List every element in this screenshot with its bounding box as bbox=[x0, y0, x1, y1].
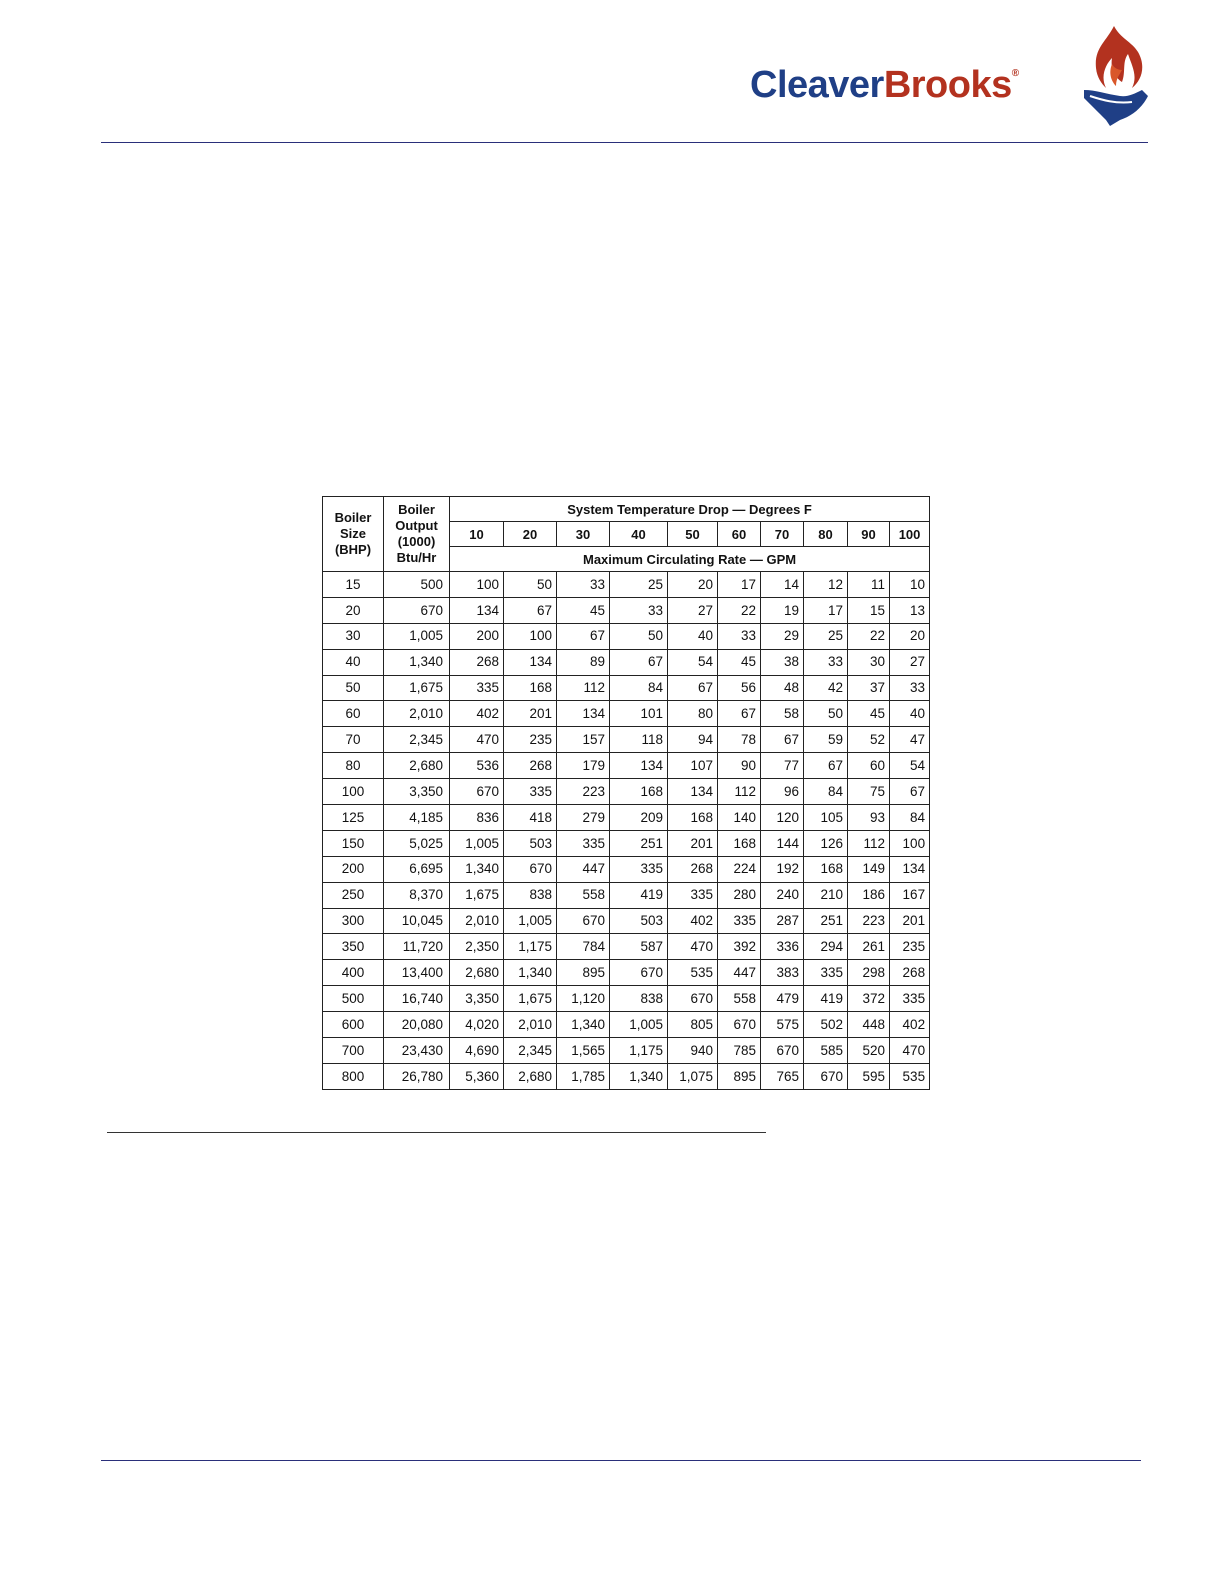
cell-gpm: 1,005 bbox=[450, 830, 504, 856]
cell-gpm: 67 bbox=[718, 701, 761, 727]
cell-gpm: 210 bbox=[804, 882, 848, 908]
logo-word-brooks: Brooks bbox=[883, 64, 1012, 106]
cell-gpm: 200 bbox=[450, 623, 504, 649]
cell-gpm: 168 bbox=[610, 779, 668, 805]
cell-gpm: 144 bbox=[761, 830, 804, 856]
header-temp-drop: 20 bbox=[504, 522, 557, 547]
cell-gpm: 383 bbox=[761, 960, 804, 986]
cell-gpm: 67 bbox=[761, 727, 804, 753]
cell-gpm: 20 bbox=[890, 623, 930, 649]
cell-gpm: 280 bbox=[718, 882, 761, 908]
cell-gpm: 335 bbox=[450, 675, 504, 701]
cell-gpm: 785 bbox=[718, 1038, 761, 1064]
cell-gpm: 336 bbox=[761, 934, 804, 960]
cell-gpm: 45 bbox=[718, 649, 761, 675]
cell-boiler-output: 1,005 bbox=[384, 623, 450, 649]
cell-boiler-size: 250 bbox=[323, 882, 384, 908]
cell-gpm: 29 bbox=[761, 623, 804, 649]
table-row bbox=[323, 986, 930, 1012]
cell-gpm: 59 bbox=[804, 727, 848, 753]
registered-mark: ® bbox=[1011, 68, 1019, 79]
header-rule bbox=[101, 142, 1148, 143]
cell-gpm: 112 bbox=[557, 675, 610, 701]
cell-boiler-size: 500 bbox=[323, 986, 384, 1012]
cell-gpm: 14 bbox=[761, 572, 804, 598]
cell-gpm: 1,565 bbox=[557, 1038, 610, 1064]
cell-gpm: 45 bbox=[848, 701, 890, 727]
cell-gpm: 1,175 bbox=[504, 934, 557, 960]
cell-gpm: 836 bbox=[450, 805, 504, 831]
cell-gpm: 50 bbox=[610, 623, 668, 649]
cell-gpm: 17 bbox=[804, 597, 848, 623]
cell-gpm: 535 bbox=[890, 1063, 930, 1089]
cell-gpm: 84 bbox=[610, 675, 668, 701]
cell-gpm: 558 bbox=[718, 986, 761, 1012]
cell-gpm: 503 bbox=[504, 830, 557, 856]
cell-gpm: 168 bbox=[804, 856, 848, 882]
table-row bbox=[323, 856, 930, 882]
cell-boiler-size: 125 bbox=[323, 805, 384, 831]
section-rule bbox=[107, 1132, 766, 1133]
cell-boiler-size: 100 bbox=[323, 779, 384, 805]
cell-boiler-output: 16,740 bbox=[384, 986, 450, 1012]
cell-gpm: 298 bbox=[848, 960, 890, 986]
table-row bbox=[323, 597, 930, 623]
cell-gpm: 201 bbox=[668, 830, 718, 856]
cell-gpm: 100 bbox=[450, 572, 504, 598]
cell-gpm: 1,175 bbox=[610, 1038, 668, 1064]
cell-boiler-size: 40 bbox=[323, 649, 384, 675]
cell-gpm: 670 bbox=[804, 1063, 848, 1089]
cell-gpm: 1,075 bbox=[668, 1063, 718, 1089]
cell-gpm: 25 bbox=[610, 572, 668, 598]
table-row bbox=[323, 727, 930, 753]
cell-boiler-output: 2,010 bbox=[384, 701, 450, 727]
table-row bbox=[323, 882, 930, 908]
cell-boiler-size: 20 bbox=[323, 597, 384, 623]
cell-gpm: 402 bbox=[668, 908, 718, 934]
cell-boiler-output: 8,370 bbox=[384, 882, 450, 908]
cell-gpm: 33 bbox=[718, 623, 761, 649]
cell-gpm: 1,340 bbox=[450, 856, 504, 882]
header-temp-drop: 30 bbox=[557, 522, 610, 547]
cell-gpm: 419 bbox=[804, 986, 848, 1012]
cell-gpm: 134 bbox=[450, 597, 504, 623]
cell-gpm: 20 bbox=[668, 572, 718, 598]
cell-gpm: 595 bbox=[848, 1063, 890, 1089]
cell-gpm: 38 bbox=[761, 649, 804, 675]
cell-boiler-output: 670 bbox=[384, 597, 450, 623]
cell-gpm: 89 bbox=[557, 649, 610, 675]
logo-word-cleaver: Cleaver bbox=[750, 64, 884, 106]
cell-gpm: 84 bbox=[804, 779, 848, 805]
table-row bbox=[323, 805, 930, 831]
cell-gpm: 167 bbox=[890, 882, 930, 908]
cell-gpm: 536 bbox=[450, 753, 504, 779]
cell-gpm: 240 bbox=[761, 882, 804, 908]
cell-gpm: 84 bbox=[890, 805, 930, 831]
cell-gpm: 77 bbox=[761, 753, 804, 779]
header-temp-drop: 50 bbox=[668, 522, 718, 547]
cell-gpm: 535 bbox=[668, 960, 718, 986]
cell-boiler-output: 2,680 bbox=[384, 753, 450, 779]
cell-gpm: 268 bbox=[504, 753, 557, 779]
header-temp-drop: 60 bbox=[718, 522, 761, 547]
cell-gpm: 392 bbox=[718, 934, 761, 960]
cell-gpm: 149 bbox=[848, 856, 890, 882]
cell-gpm: 1,340 bbox=[610, 1063, 668, 1089]
cell-gpm: 67 bbox=[610, 649, 668, 675]
cell-gpm: 1,340 bbox=[504, 960, 557, 986]
cell-boiler-size: 50 bbox=[323, 675, 384, 701]
cell-gpm: 134 bbox=[504, 649, 557, 675]
table-row bbox=[323, 1063, 930, 1089]
cell-gpm: 54 bbox=[668, 649, 718, 675]
table-row bbox=[323, 675, 930, 701]
cell-gpm: 895 bbox=[557, 960, 610, 986]
cell-boiler-size: 600 bbox=[323, 1012, 384, 1038]
cell-gpm: 27 bbox=[890, 649, 930, 675]
cell-gpm: 268 bbox=[890, 960, 930, 986]
cell-gpm: 2,010 bbox=[504, 1012, 557, 1038]
cell-gpm: 67 bbox=[557, 623, 610, 649]
cell-boiler-output: 6,695 bbox=[384, 856, 450, 882]
cell-gpm: 1,120 bbox=[557, 986, 610, 1012]
cell-boiler-output: 4,185 bbox=[384, 805, 450, 831]
table-row bbox=[323, 908, 930, 934]
cell-gpm: 52 bbox=[848, 727, 890, 753]
cell-gpm: 40 bbox=[668, 623, 718, 649]
cell-gpm: 100 bbox=[504, 623, 557, 649]
cell-gpm: 17 bbox=[718, 572, 761, 598]
cell-gpm: 940 bbox=[668, 1038, 718, 1064]
cell-gpm: 4,690 bbox=[450, 1038, 504, 1064]
table-row bbox=[323, 934, 930, 960]
cell-gpm: 335 bbox=[610, 856, 668, 882]
cell-gpm: 33 bbox=[610, 597, 668, 623]
cell-gpm: 2,010 bbox=[450, 908, 504, 934]
cell-gpm: 112 bbox=[848, 830, 890, 856]
cell-gpm: 33 bbox=[804, 649, 848, 675]
cell-boiler-size: 700 bbox=[323, 1038, 384, 1064]
cell-gpm: 27 bbox=[668, 597, 718, 623]
cell-gpm: 56 bbox=[718, 675, 761, 701]
cell-gpm: 335 bbox=[557, 830, 610, 856]
cell-boiler-output: 13,400 bbox=[384, 960, 450, 986]
cell-boiler-size: 350 bbox=[323, 934, 384, 960]
cell-gpm: 335 bbox=[718, 908, 761, 934]
cell-gpm: 15 bbox=[848, 597, 890, 623]
cell-gpm: 1,005 bbox=[610, 1012, 668, 1038]
table-row bbox=[323, 649, 930, 675]
cell-gpm: 134 bbox=[557, 701, 610, 727]
cell-gpm: 670 bbox=[668, 986, 718, 1012]
cell-boiler-size: 800 bbox=[323, 1063, 384, 1089]
cell-gpm: 90 bbox=[718, 753, 761, 779]
cell-gpm: 268 bbox=[450, 649, 504, 675]
cell-gpm: 2,350 bbox=[450, 934, 504, 960]
cell-gpm: 268 bbox=[668, 856, 718, 882]
cell-gpm: 100 bbox=[890, 830, 930, 856]
cell-gpm: 96 bbox=[761, 779, 804, 805]
cell-gpm: 45 bbox=[557, 597, 610, 623]
table-row bbox=[323, 960, 930, 986]
cell-gpm: 201 bbox=[504, 701, 557, 727]
cell-gpm: 223 bbox=[848, 908, 890, 934]
cell-gpm: 251 bbox=[610, 830, 668, 856]
cell-gpm: 670 bbox=[450, 779, 504, 805]
cell-gpm: 335 bbox=[504, 779, 557, 805]
cell-gpm: 402 bbox=[450, 701, 504, 727]
cell-boiler-output: 500 bbox=[384, 572, 450, 598]
table-body bbox=[323, 572, 930, 1090]
cell-gpm: 75 bbox=[848, 779, 890, 805]
cell-gpm: 67 bbox=[890, 779, 930, 805]
logo-wordmark bbox=[750, 64, 1019, 107]
table-row bbox=[323, 1012, 930, 1038]
header-temp-drop: 70 bbox=[761, 522, 804, 547]
header-temperature-drop: System Temperature Drop — Degrees F bbox=[450, 497, 930, 522]
cell-gpm: 50 bbox=[804, 701, 848, 727]
cell-gpm: 2,345 bbox=[504, 1038, 557, 1064]
cell-gpm: 168 bbox=[668, 805, 718, 831]
cell-gpm: 805 bbox=[668, 1012, 718, 1038]
cell-gpm: 101 bbox=[610, 701, 668, 727]
cell-boiler-output: 2,345 bbox=[384, 727, 450, 753]
cell-gpm: 134 bbox=[610, 753, 668, 779]
cell-gpm: 372 bbox=[848, 986, 890, 1012]
table-row bbox=[323, 572, 930, 598]
cell-gpm: 287 bbox=[761, 908, 804, 934]
cell-gpm: 261 bbox=[848, 934, 890, 960]
cell-gpm: 838 bbox=[610, 986, 668, 1012]
cell-gpm: 37 bbox=[848, 675, 890, 701]
cell-gpm: 40 bbox=[890, 701, 930, 727]
cell-boiler-output: 10,045 bbox=[384, 908, 450, 934]
cell-boiler-size: 400 bbox=[323, 960, 384, 986]
cell-gpm: 479 bbox=[761, 986, 804, 1012]
cell-gpm: 48 bbox=[761, 675, 804, 701]
cell-gpm: 558 bbox=[557, 882, 610, 908]
cell-gpm: 209 bbox=[610, 805, 668, 831]
cell-gpm: 67 bbox=[668, 675, 718, 701]
cell-gpm: 33 bbox=[557, 572, 610, 598]
cell-gpm: 58 bbox=[761, 701, 804, 727]
cell-gpm: 670 bbox=[610, 960, 668, 986]
cell-gpm: 670 bbox=[557, 908, 610, 934]
cell-gpm: 107 bbox=[668, 753, 718, 779]
header-temp-drop: 10 bbox=[450, 522, 504, 547]
cell-gpm: 30 bbox=[848, 649, 890, 675]
cell-gpm: 447 bbox=[557, 856, 610, 882]
cell-gpm: 11 bbox=[848, 572, 890, 598]
cell-gpm: 1,340 bbox=[557, 1012, 610, 1038]
cell-gpm: 134 bbox=[890, 856, 930, 882]
cell-gpm: 168 bbox=[504, 675, 557, 701]
flame-hand-icon bbox=[1076, 24, 1150, 128]
cell-gpm: 1,785 bbox=[557, 1063, 610, 1089]
cell-gpm: 670 bbox=[504, 856, 557, 882]
cell-boiler-output: 1,675 bbox=[384, 675, 450, 701]
cell-gpm: 10 bbox=[890, 572, 930, 598]
cell-boiler-size: 15 bbox=[323, 572, 384, 598]
header-temp-drop: 90 bbox=[848, 522, 890, 547]
cell-gpm: 670 bbox=[761, 1038, 804, 1064]
cell-gpm: 12 bbox=[804, 572, 848, 598]
table-row bbox=[323, 830, 930, 856]
header-boiler-size: Boiler Size (BHP) bbox=[323, 497, 384, 572]
cell-gpm: 67 bbox=[504, 597, 557, 623]
cell-gpm: 19 bbox=[761, 597, 804, 623]
cell-boiler-size: 80 bbox=[323, 753, 384, 779]
cell-gpm: 2,680 bbox=[504, 1063, 557, 1089]
cell-gpm: 60 bbox=[848, 753, 890, 779]
cell-gpm: 3,350 bbox=[450, 986, 504, 1012]
cell-gpm: 186 bbox=[848, 882, 890, 908]
cell-gpm: 50 bbox=[504, 572, 557, 598]
cell-boiler-output: 5,025 bbox=[384, 830, 450, 856]
cell-gpm: 224 bbox=[718, 856, 761, 882]
table-row bbox=[323, 1038, 930, 1064]
cell-gpm: 179 bbox=[557, 753, 610, 779]
cell-gpm: 112 bbox=[718, 779, 761, 805]
cleaver-brooks-logo bbox=[748, 24, 1150, 128]
header-temp-drop: 100 bbox=[890, 522, 930, 547]
cell-gpm: 335 bbox=[668, 882, 718, 908]
cell-gpm: 80 bbox=[668, 701, 718, 727]
cell-gpm: 157 bbox=[557, 727, 610, 753]
cell-gpm: 470 bbox=[668, 934, 718, 960]
cell-boiler-size: 60 bbox=[323, 701, 384, 727]
cell-gpm: 784 bbox=[557, 934, 610, 960]
cell-gpm: 93 bbox=[848, 805, 890, 831]
cell-gpm: 765 bbox=[761, 1063, 804, 1089]
cell-gpm: 4,020 bbox=[450, 1012, 504, 1038]
cell-gpm: 418 bbox=[504, 805, 557, 831]
header-circulating-rate: Maximum Circulating Rate — GPM bbox=[450, 547, 930, 572]
cell-gpm: 447 bbox=[718, 960, 761, 986]
cell-gpm: 1,675 bbox=[504, 986, 557, 1012]
cell-gpm: 5,360 bbox=[450, 1063, 504, 1089]
cell-gpm: 120 bbox=[761, 805, 804, 831]
cell-boiler-output: 3,350 bbox=[384, 779, 450, 805]
table-row bbox=[323, 753, 930, 779]
cell-gpm: 838 bbox=[504, 882, 557, 908]
cell-gpm: 22 bbox=[848, 623, 890, 649]
cell-gpm: 279 bbox=[557, 805, 610, 831]
header-boiler-output: Boiler Output (1000) Btu/Hr bbox=[384, 497, 450, 572]
cell-gpm: 168 bbox=[718, 830, 761, 856]
cell-gpm: 13 bbox=[890, 597, 930, 623]
cell-gpm: 235 bbox=[890, 934, 930, 960]
cell-gpm: 419 bbox=[610, 882, 668, 908]
cell-gpm: 335 bbox=[804, 960, 848, 986]
cell-boiler-size: 70 bbox=[323, 727, 384, 753]
cell-gpm: 520 bbox=[848, 1038, 890, 1064]
cell-gpm: 2,680 bbox=[450, 960, 504, 986]
table-row bbox=[323, 701, 930, 727]
cell-boiler-size: 150 bbox=[323, 830, 384, 856]
cell-gpm: 201 bbox=[890, 908, 930, 934]
cell-boiler-output: 20,080 bbox=[384, 1012, 450, 1038]
cell-gpm: 402 bbox=[890, 1012, 930, 1038]
cell-gpm: 335 bbox=[890, 986, 930, 1012]
cell-gpm: 502 bbox=[804, 1012, 848, 1038]
header-temp-drop: 40 bbox=[610, 522, 668, 547]
cell-gpm: 67 bbox=[804, 753, 848, 779]
cell-gpm: 575 bbox=[761, 1012, 804, 1038]
cell-boiler-output: 23,430 bbox=[384, 1038, 450, 1064]
cell-gpm: 223 bbox=[557, 779, 610, 805]
cell-gpm: 235 bbox=[504, 727, 557, 753]
cell-gpm: 503 bbox=[610, 908, 668, 934]
cell-gpm: 22 bbox=[718, 597, 761, 623]
table-row bbox=[323, 779, 930, 805]
cell-gpm: 294 bbox=[804, 934, 848, 960]
cell-boiler-size: 200 bbox=[323, 856, 384, 882]
cell-gpm: 670 bbox=[718, 1012, 761, 1038]
cell-gpm: 126 bbox=[804, 830, 848, 856]
circulating-rate-table bbox=[322, 496, 930, 1090]
cell-gpm: 470 bbox=[450, 727, 504, 753]
cell-gpm: 585 bbox=[804, 1038, 848, 1064]
cell-gpm: 42 bbox=[804, 675, 848, 701]
cell-gpm: 54 bbox=[890, 753, 930, 779]
cell-gpm: 192 bbox=[761, 856, 804, 882]
header-temp-drop: 80 bbox=[804, 522, 848, 547]
cell-boiler-size: 30 bbox=[323, 623, 384, 649]
cell-gpm: 94 bbox=[668, 727, 718, 753]
cell-gpm: 140 bbox=[718, 805, 761, 831]
cell-gpm: 33 bbox=[890, 675, 930, 701]
cell-gpm: 1,675 bbox=[450, 882, 504, 908]
cell-gpm: 78 bbox=[718, 727, 761, 753]
cell-boiler-output: 26,780 bbox=[384, 1063, 450, 1089]
cell-gpm: 470 bbox=[890, 1038, 930, 1064]
cell-gpm: 134 bbox=[668, 779, 718, 805]
footer-rule bbox=[101, 1460, 1141, 1461]
cell-gpm: 1,005 bbox=[504, 908, 557, 934]
cell-gpm: 895 bbox=[718, 1063, 761, 1089]
cell-boiler-output: 11,720 bbox=[384, 934, 450, 960]
cell-gpm: 105 bbox=[804, 805, 848, 831]
cell-boiler-size: 300 bbox=[323, 908, 384, 934]
cell-gpm: 587 bbox=[610, 934, 668, 960]
cell-gpm: 118 bbox=[610, 727, 668, 753]
cell-gpm: 25 bbox=[804, 623, 848, 649]
cell-gpm: 47 bbox=[890, 727, 930, 753]
cell-gpm: 448 bbox=[848, 1012, 890, 1038]
table-row bbox=[323, 623, 930, 649]
cell-gpm: 251 bbox=[804, 908, 848, 934]
cell-boiler-output: 1,340 bbox=[384, 649, 450, 675]
